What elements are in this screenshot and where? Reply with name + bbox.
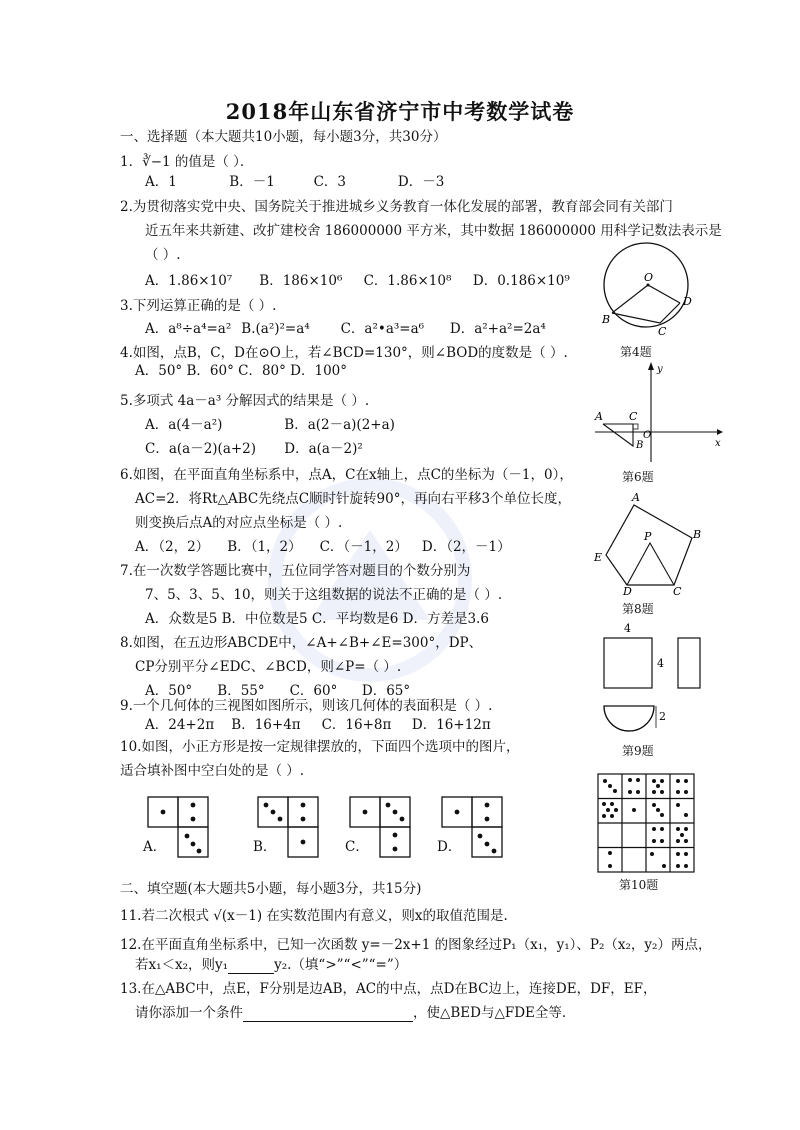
q3-opt-a: A．a⁸÷a⁴=a² — [145, 321, 232, 337]
q6-opt-d: D．（2，－1） — [421, 539, 511, 555]
q9-stem: 9.一个几何体的三视图如图所示，则该几何体的表面积是（ ）. — [120, 698, 493, 714]
q2-opt-c: C．1.86×10⁸ — [363, 273, 452, 289]
q5-opt-b: B．a(2－a)(2+a) — [284, 417, 395, 433]
fig8-label-b: B — [693, 528, 702, 541]
q12-line-2b: y₂.（填“>”“<”“=”） — [274, 957, 408, 973]
fig6-label-a: A — [595, 410, 603, 423]
q5-opt-d: D．a(a－2)² — [284, 441, 363, 457]
fig8-label-d: D — [623, 585, 632, 598]
figure-9-three-views — [598, 622, 708, 732]
q7-options: A．众数是5 B．中位数是5 C．平均数是6 D．方差是3.6 — [145, 611, 489, 627]
q10-label-c: C． — [345, 839, 369, 855]
fig8-label-p: P — [644, 530, 652, 543]
q12-line-2a: 若x₁＜x₂，则y₁ — [135, 957, 229, 973]
q6-opt-c: C．（－1，2） — [319, 539, 408, 555]
fig4-label-d: D — [683, 295, 692, 308]
figure-10-dot-grid — [596, 772, 696, 876]
q1-stem: 1．∛−1 的值是（ ）． — [120, 154, 254, 170]
q10-label-d: D． — [437, 839, 462, 855]
page-title: 2018年山东省济宁市中考数学试卷 — [225, 99, 575, 124]
q10-stem-2: 适合填补图中空白处的是（ ）. — [120, 763, 305, 779]
q11-text: 11.若二次根式 √(x－1) 在实数范围内有意义，则x的取值范围是. — [120, 908, 508, 924]
q12-line-2 — [135, 955, 407, 974]
q1-opt-c: C．3 — [313, 174, 347, 190]
q2-stem-3: （ ）. — [145, 247, 181, 263]
q5-options-row1 — [145, 416, 395, 434]
q4-options: A．50° B．60° C．80° D．100° — [135, 363, 347, 379]
q7-stem-2: 7、5、3、5、10，则关于这组数据的说法不正确的是（ ）. — [145, 587, 503, 603]
q8-opt-b: B．55° — [217, 683, 265, 699]
figure-8-pentagon — [592, 491, 702, 598]
q6-stem-1: 6.如图，在平面直角坐标系中，点A，C在x轴上，点C的坐标为（－1，0）， — [120, 467, 573, 483]
section-fill-heading: 二、填空题(本大题共5小题，每小题3分，共15分) — [120, 881, 422, 897]
q13-answer-blank[interactable] — [243, 1003, 413, 1022]
q6-stem-3: 则变换后点A的对应点坐标是（ ）. — [135, 515, 343, 531]
q7-stem-1: 7.在一次数学答题比赛中，五位同学答对题目的个数分别为 — [120, 563, 471, 579]
fig6-label-c: C — [629, 410, 638, 423]
q2-opt-a: A．1.86×10⁷ — [145, 273, 233, 289]
figure-8-caption: 第8题 — [622, 602, 654, 616]
q6-opt-a: A．（2，2） — [135, 539, 210, 555]
q5-stem: 5.多项式 4a－a³ 分解因式的结果是（ ）. — [120, 393, 370, 409]
fig8-label-a: A — [632, 491, 640, 504]
q10-label-b: B． — [253, 839, 277, 855]
q8-opt-a: A．50° — [145, 683, 193, 699]
q8-opt-c: C．60° — [289, 683, 338, 699]
q10-option-figures — [140, 795, 520, 865]
q9-opt-a: A．24+2π — [145, 717, 215, 733]
q5-opt-c: C．a(a－2)(a+2) — [145, 441, 257, 457]
fig9-label-top: 4 — [624, 622, 631, 635]
q12-answer-blank[interactable] — [228, 955, 274, 974]
q2-stem-2: 近五年来共新建、改扩建校舍 186000000 平方米，其中数据 186000000 用科学记数法表示是 — [145, 223, 722, 239]
fig6-label-y: y — [657, 364, 663, 375]
figure-9-caption: 第9题 — [622, 744, 654, 758]
fig4-label-b: B — [602, 313, 611, 326]
q9-opt-d: D．16+12π — [411, 717, 491, 733]
q2-options — [145, 272, 570, 290]
q5-opt-a: A．a(4－a²) — [145, 417, 223, 433]
q1-opt-b: B．－1 — [229, 174, 275, 190]
q12-line-1: 12.在平面直角坐标系中，已知一次函数 y=－2x+1 的图象经过P₁（x₁，y₁）、P₂（x₂，y₂）两点， — [120, 937, 712, 953]
q8-stem-1: 8.如图，在五边形ABCDE中，∠A+∠B+∠E=300°，DP、 — [120, 635, 483, 651]
q10-label-a: A． — [143, 839, 167, 855]
q4-stem: 4.如图，点B，C，D在⊙O上，若∠BCD=130°，则∠BOD的度数是（ ）. — [120, 345, 568, 361]
q3-options — [145, 320, 546, 338]
fig6-label-x: x — [715, 438, 721, 449]
q9-opt-c: C．16+8π — [321, 717, 392, 733]
q10-stem-1: 10.如图，小正方形是按一定规律摆放的，下面四个选项中的图片， — [120, 739, 520, 755]
q2-opt-b: B．186×10⁶ — [259, 273, 343, 289]
q2-stem-1: 2.为贯彻落实党中央、国务院关于推进城乡义务教育一体化发展的部署，教育部会同有关部门 — [120, 199, 673, 215]
q13-line-1: 13.在△ABC中，点E，F分别是边AB，AC的中点，点D在BC边上，连接DE，DF，EF， — [120, 981, 657, 997]
fig6-label-o: O — [643, 430, 652, 441]
q8-opt-d: D．65° — [361, 683, 411, 699]
figure-6-caption: 第6题 — [622, 470, 654, 484]
q1-opt-a: A．1 — [145, 174, 177, 190]
q6-options — [135, 538, 511, 556]
q3-opt-b: B.(a²)²=a⁴ — [241, 321, 310, 337]
q13-line-2 — [135, 1003, 566, 1022]
figure-4-caption: 第4题 — [620, 345, 652, 359]
q3-stem: 3.下列运算正确的是（ ）. — [120, 298, 277, 314]
q13-line-2b: ，使△BED与△FDE全等. — [413, 1005, 567, 1021]
q5-options-row2 — [145, 440, 363, 458]
q9-options — [145, 716, 491, 734]
figure-6-axes — [593, 362, 723, 462]
q13-line-2a: 请你添加一个条件 — [135, 1005, 243, 1021]
q3-opt-d: D．a²+a²=2a⁴ — [449, 321, 546, 337]
q8-stem-2: CP分别平分∠EDC、∠BCD，则∠P=（ ）. — [135, 659, 402, 675]
q3-opt-c: C．a²•a³=a⁶ — [340, 321, 425, 337]
q6-stem-2: AC=2．将Rt△ABC先绕点C顺时针旋转90°，再向右平移3个单位长度， — [135, 491, 572, 507]
fig8-label-c: C — [673, 585, 682, 598]
q1-options — [145, 173, 444, 191]
q6-opt-b: B．（1，2） — [227, 539, 302, 555]
fig8-label-e: E — [594, 551, 603, 564]
fig4-label-o: O — [644, 271, 654, 284]
figure-10-caption: 第10题 — [619, 878, 659, 892]
figure-4-circle — [592, 243, 702, 343]
q1-opt-d: D．－3 — [397, 174, 445, 190]
q2-opt-d: D．0.186×10⁹ — [472, 273, 570, 289]
fig6-label-b: B — [636, 440, 644, 451]
section-choice-heading: 一、选择题（本大题共10小题，每小题3分，共30分） — [120, 129, 447, 145]
fig4-label-c: C — [658, 325, 667, 338]
fig9-label-r: 2 — [659, 710, 666, 723]
q9-opt-b: B．16+4π — [231, 717, 301, 733]
fig9-label-side: 4 — [657, 657, 664, 670]
